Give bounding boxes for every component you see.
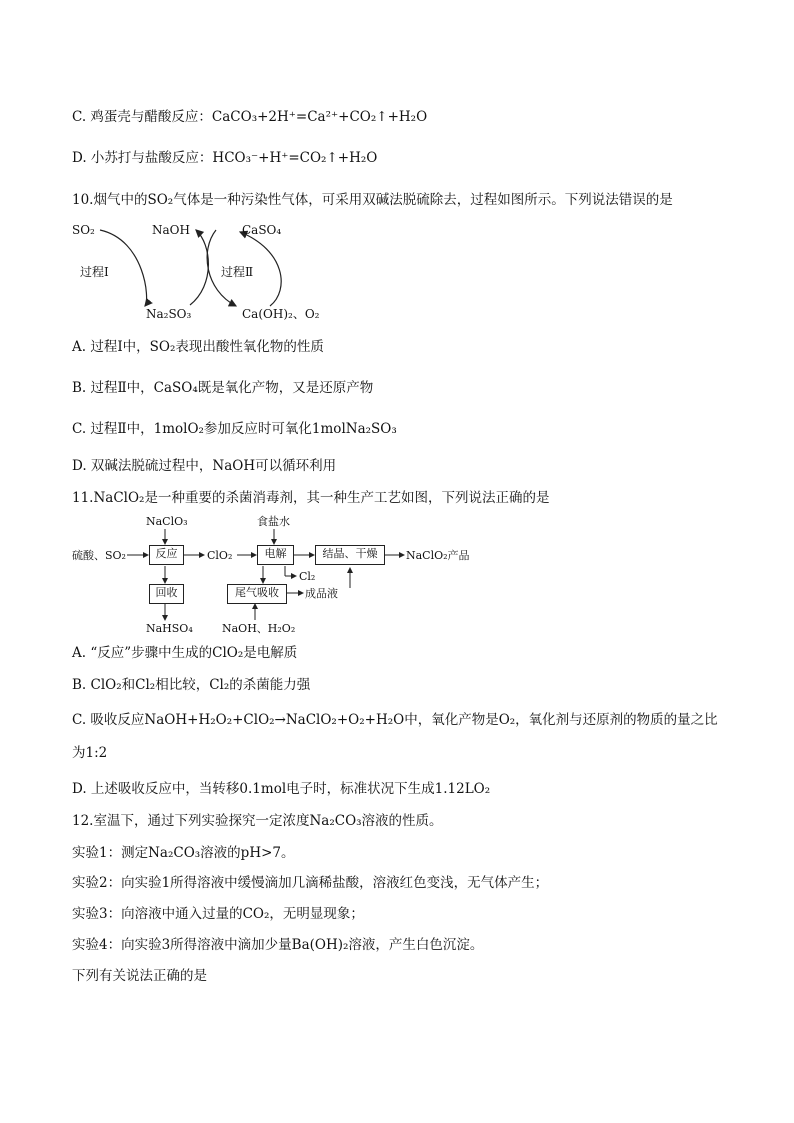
option-c-q11: C. 吸收反应NaOH+H₂O₂+ClO₂→NaClO₂+O₂+H₂O中，氧化产物是O₂，氧化剂与还原剂的物质的量之比 [72, 712, 718, 728]
experiment-4: 实验4：向实验3所得溶液中滴加少量Ba(OH)₂溶液，产生白色沉淀。 [72, 937, 484, 953]
flow-nahso4: NaHSO₄ [146, 622, 193, 635]
option-c-q9: C. 鸡蛋壳与醋酸反应：CaCO₃+2H⁺=Ca²⁺+CO₂↑+H₂O [72, 109, 428, 125]
flow-naoh-h2o2: NaOH、H₂O₂ [222, 622, 296, 635]
question-11: 11.NaClO₂是一种重要的杀菌消毒剂，其一种生产工艺如图，下列说法正确的是 [72, 490, 550, 506]
flow-brine: 食盐水 [257, 515, 290, 528]
question-12: 12.室温下，通过下列实验探究一定浓度Na₂CO₃溶液的性质。 [72, 813, 443, 829]
flow-cl2: Cl₂ [299, 570, 316, 583]
flow-box-recover: 回收 [149, 584, 184, 604]
option-c-q11-cont: 为1:2 [72, 745, 108, 761]
flow-product: NaClO₂产品 [406, 549, 470, 562]
option-d-q10: D. 双碱法脱硫过程中，NaOH可以循环利用 [72, 458, 337, 474]
flow-finished: 成品液 [305, 587, 338, 600]
question-10: 10.烟气中的SO₂气体是一种污染性气体，可采用双碱法脱硫除去，过程如图所示。下列说法错误的是 [72, 192, 673, 208]
option-b-q11: B. ClO₂和Cl₂相比较，Cl₂的杀菌能力强 [72, 677, 311, 693]
flow-clo2: ClO₂ [207, 549, 233, 562]
flow-box-electrolysis: 电解 [257, 545, 294, 565]
flow-naclo3: NaClO₃ [146, 515, 188, 528]
option-a-q10: A. 过程Ⅰ中，SO₂表现出酸性氧化物的性质 [72, 339, 324, 355]
cycle-na2so3: Na₂SO₃ [146, 307, 192, 321]
experiment-2: 实验2：向实验1所得溶液中缓慢滴加几滴稀盐酸，溶液红色变浅，无气体产生； [72, 875, 549, 891]
experiment-1: 实验1：测定Na₂CO₃溶液的pH>7。 [72, 845, 295, 861]
cycle-process-2: 过程Ⅱ [221, 265, 254, 279]
option-d-q11: D. 上述吸收反应中，当转移0.1mol电子时，标准状况下生成1.12LO₂ [72, 781, 491, 797]
cycle-so2: SO₂ [72, 223, 95, 237]
flow-box-react: 反应 [149, 545, 184, 565]
option-a-q11: A. “反应”步骤中生成的ClO₂是电解质 [72, 645, 298, 661]
experiment-3: 实验3：向溶液中通入过量的CO₂，无明显现象； [72, 906, 364, 922]
flow-box-crystal: 结晶、干燥 [315, 545, 385, 565]
cycle-process-1: 过程Ⅰ [80, 265, 109, 279]
cycle-naoh: NaOH [152, 223, 190, 237]
option-d-q9: D. 小苏打与盐酸反应：HCO₃⁻+H⁺=CO₂↑+H₂O [72, 150, 378, 166]
option-c-q10: C. 过程Ⅱ中，1molO₂参加反应时可氧化1molNa₂SO₃ [72, 421, 397, 437]
cycle-caso4: CaSO₄ [242, 223, 282, 237]
question-12-prompt: 下列有关说法正确的是 [72, 968, 207, 984]
flow-acid-so2: 硫酸、SO₂ [72, 549, 126, 562]
option-b-q10: B. 过程Ⅱ中，CaSO₄既是氧化产物，又是还原产物 [72, 380, 374, 396]
flow-box-tail-absorb: 尾气吸收 [227, 584, 287, 604]
cycle-caoh2-o2: Ca(OH)₂、O₂ [242, 307, 320, 321]
